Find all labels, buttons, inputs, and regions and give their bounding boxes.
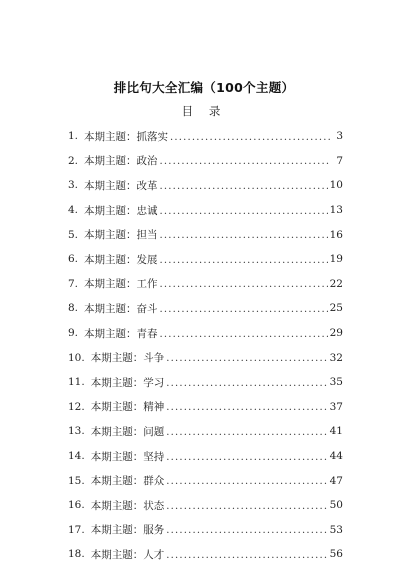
toc-dot-leader bbox=[166, 378, 327, 389]
toc-entry[interactable] bbox=[68, 321, 343, 346]
toc-entry-number: 15. bbox=[68, 474, 85, 487]
toc-dot-leader bbox=[160, 206, 328, 217]
toc-dot-leader bbox=[160, 230, 328, 241]
toc-entry[interactable] bbox=[68, 272, 343, 297]
toc-entry-number: 3. bbox=[68, 179, 79, 192]
toc-entry-page: 44 bbox=[329, 450, 343, 463]
toc-entry-label: 本期主题：发展 bbox=[84, 253, 158, 266]
toc-dot-leader bbox=[160, 279, 328, 290]
table-of-contents bbox=[68, 124, 343, 567]
toc-entry-number: 16. bbox=[68, 499, 85, 512]
toc-entry-page: 3 bbox=[336, 130, 343, 143]
toc-entry-number: 4. bbox=[68, 204, 79, 217]
toc-entry-number: 6. bbox=[68, 253, 79, 266]
toc-dot-leader bbox=[160, 156, 331, 167]
toc-entry[interactable] bbox=[68, 222, 343, 247]
toc-entry-label: 本期主题：担当 bbox=[84, 229, 158, 242]
toc-entry[interactable] bbox=[68, 395, 343, 420]
toc-entry-number: 8. bbox=[68, 302, 79, 315]
toc-entry-number: 14. bbox=[68, 450, 85, 463]
toc-dot-leader bbox=[166, 402, 327, 413]
toc-entry-page: 25 bbox=[329, 302, 343, 315]
toc-entry[interactable] bbox=[68, 198, 343, 223]
toc-entry[interactable] bbox=[68, 124, 343, 149]
toc-dot-leader bbox=[160, 304, 328, 315]
toc-entry-page: 37 bbox=[329, 400, 343, 413]
toc-dot-leader bbox=[170, 132, 331, 143]
toc-entry-number: 12. bbox=[68, 400, 85, 413]
toc-entry[interactable] bbox=[68, 542, 343, 567]
toc-entry-label: 本期主题：人才 bbox=[90, 548, 165, 561]
toc-entry-label: 本期主题：群众 bbox=[90, 475, 165, 488]
toc-entry-label: 本期主题：斗争 bbox=[90, 352, 165, 365]
toc-entry-label: 本期主题：青春 bbox=[84, 327, 158, 340]
toc-entry[interactable] bbox=[68, 493, 343, 518]
toc-entry-label: 本期主题：坚持 bbox=[90, 450, 165, 463]
toc-entry-number: 5. bbox=[68, 228, 79, 241]
toc-dot-leader bbox=[160, 255, 328, 266]
toc-dot-leader bbox=[166, 353, 327, 364]
toc-dot-leader bbox=[166, 525, 327, 536]
toc-entry[interactable] bbox=[68, 419, 343, 444]
toc-entry[interactable] bbox=[68, 345, 343, 370]
toc-entry-label: 本期主题：抓落实 bbox=[84, 130, 169, 143]
toc-entry-number: 10. bbox=[68, 351, 85, 364]
toc-entry-page: 35 bbox=[329, 376, 343, 389]
toc-entry-number: 2. bbox=[68, 154, 79, 167]
toc-entry-page: 10 bbox=[329, 179, 343, 192]
toc-entry-page: 13 bbox=[329, 204, 343, 217]
toc-entry-number: 7. bbox=[68, 277, 79, 290]
toc-dot-leader bbox=[160, 329, 328, 340]
toc-entry-label: 本期主题：忠诚 bbox=[84, 204, 158, 217]
toc-entry-number: 9. bbox=[68, 327, 79, 340]
toc-entry-page: 19 bbox=[329, 253, 343, 266]
toc-entry[interactable] bbox=[68, 149, 343, 174]
toc-entry-label: 本期主题：改革 bbox=[84, 179, 158, 192]
toc-entry[interactable] bbox=[68, 518, 343, 543]
toc-entry-number: 11. bbox=[68, 376, 85, 389]
document-title: 排比句大全汇编（100个主题） bbox=[113, 80, 295, 95]
toc-entry-page: 53 bbox=[329, 523, 343, 536]
toc-dot-leader bbox=[166, 476, 327, 487]
toc-entry-page: 56 bbox=[329, 548, 343, 561]
toc-heading: 目 录 bbox=[181, 104, 227, 118]
toc-entry[interactable] bbox=[68, 444, 343, 469]
toc-entry-page: 41 bbox=[329, 425, 343, 438]
toc-entry-number: 13. bbox=[68, 425, 85, 438]
toc-dot-leader bbox=[166, 550, 327, 561]
toc-entry-label: 本期主题：服务 bbox=[90, 524, 165, 537]
toc-entry[interactable] bbox=[68, 247, 343, 272]
toc-dot-leader bbox=[166, 427, 327, 438]
toc-entry[interactable] bbox=[68, 468, 343, 493]
toc-entry-label: 本期主题：问题 bbox=[90, 425, 165, 438]
toc-entry-label: 本期主题：政治 bbox=[84, 155, 158, 168]
toc-entry-page: 32 bbox=[329, 351, 343, 364]
toc-entry-page: 7 bbox=[336, 154, 343, 167]
toc-entry[interactable] bbox=[68, 173, 343, 198]
toc-entry-number: 1. bbox=[68, 130, 79, 143]
toc-entry-page: 47 bbox=[329, 474, 343, 487]
toc-entry-number: 18. bbox=[68, 548, 85, 561]
toc-entry-page: 16 bbox=[329, 228, 343, 241]
toc-entry-label: 本期主题：奋斗 bbox=[84, 302, 158, 315]
toc-entry-label: 本期主题：状态 bbox=[90, 499, 165, 512]
toc-entry-page: 29 bbox=[329, 327, 343, 340]
toc-entry[interactable] bbox=[68, 296, 343, 321]
toc-entry-number: 17. bbox=[68, 523, 85, 536]
toc-entry-label: 本期主题：工作 bbox=[84, 278, 158, 291]
toc-entry-page: 50 bbox=[329, 499, 343, 512]
toc-entry-label: 本期主题：学习 bbox=[90, 376, 165, 389]
toc-dot-leader bbox=[166, 452, 327, 463]
toc-entry[interactable] bbox=[68, 370, 343, 395]
toc-entry-page: 22 bbox=[329, 277, 343, 290]
toc-entry-label: 本期主题：精神 bbox=[90, 401, 165, 414]
toc-dot-leader bbox=[160, 181, 328, 192]
toc-dot-leader bbox=[166, 501, 327, 512]
